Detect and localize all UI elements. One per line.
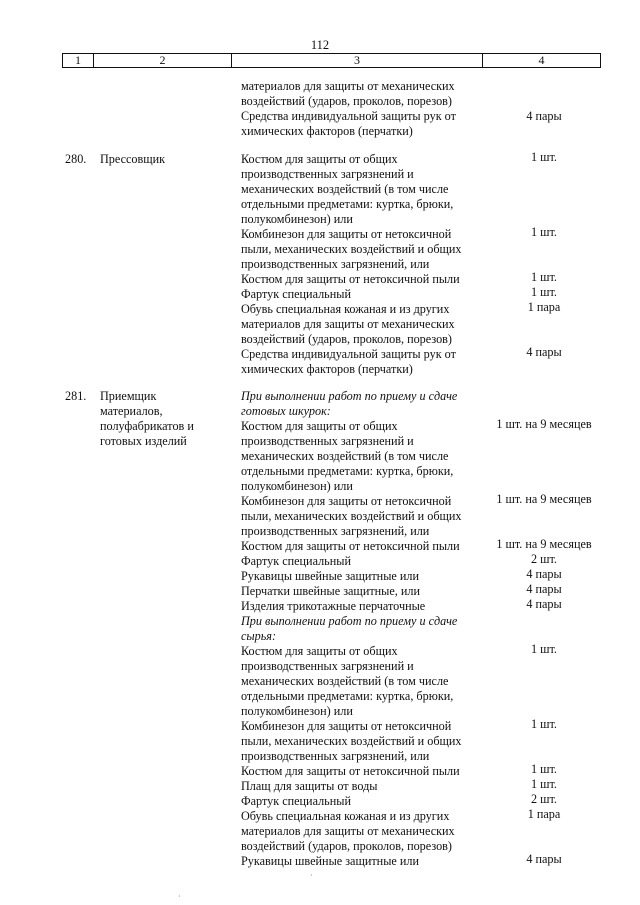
ppe-item-text: Костюм для защиты от нетоксичной пыли <box>241 272 460 286</box>
norm-quantity: 2 шт. <box>531 792 557 806</box>
ppe-item-text: пыли, механических воздействий и общих <box>241 242 462 256</box>
ppe-item-text: химических факторов (перчатки) <box>241 124 413 138</box>
row-number: 281. <box>65 389 87 403</box>
ppe-item-text: Обувь специальная кожаная и из других <box>241 809 450 823</box>
ppe-item-text: материалов для защиты от механических <box>241 79 455 93</box>
ppe-item-text: производственных загрязнений и <box>241 659 414 673</box>
ppe-item-text: пыли, механических воздействий и общих <box>241 509 462 523</box>
ppe-item-text: полукомбинезон) или <box>241 479 353 493</box>
norm-quantity: 4 пары <box>526 109 562 123</box>
norm-quantity: 1 шт. <box>531 270 557 284</box>
ppe-item-text: Комбинезон для защиты от нетоксичной <box>241 227 452 241</box>
profession-text: полуфабрикатов и <box>100 419 194 433</box>
norm-quantity: 1 шт. на 9 месяцев <box>496 417 592 431</box>
norm-quantity: 2 шт. <box>531 552 557 566</box>
column-header-3: 3 <box>232 54 483 68</box>
ppe-item-text: Обувь специальная кожаная и из других <box>241 302 450 316</box>
scan-speck: · <box>310 871 313 880</box>
ppe-item-text: Средства индивидуальной защиты рук от <box>241 347 456 361</box>
norm-quantity: 1 шт. <box>531 150 557 164</box>
work-condition-text: готовых шкурок: <box>241 404 331 418</box>
ppe-item-text: пыли, механических воздействий и общих <box>241 734 462 748</box>
norm-quantity: 1 шт. <box>531 642 557 656</box>
work-condition-text: При выполнении работ по приему и сдаче <box>241 389 458 403</box>
profession-text: материалов, <box>100 404 163 418</box>
ppe-item-text: Рукавицы швейные защитные или <box>241 569 419 583</box>
column-header-table <box>62 53 601 68</box>
norm-quantity: 1 пара <box>527 807 561 821</box>
ppe-item-text: Средства индивидуальной защиты рук от <box>241 109 456 123</box>
ppe-item-text: Плащ для защиты от воды <box>241 779 378 793</box>
ppe-item-text: полукомбинезон) или <box>241 704 353 718</box>
ppe-item-text: механических воздействий (в том числе <box>241 182 449 196</box>
ppe-item-text: Перчатки швейные защитные, или <box>241 584 421 598</box>
ppe-item-text: Костюм для защиты от общих <box>241 644 398 658</box>
ppe-item-text: Костюм для защиты от нетоксичной пыли <box>241 539 460 553</box>
ppe-item-text: материалов для защиты от механических <box>241 824 455 838</box>
ppe-item-text: воздействий (ударов, проколов, порезов) <box>241 839 452 853</box>
ppe-item-text: Фартук специальный <box>241 794 351 808</box>
profession-text: готовых изделий <box>100 434 187 448</box>
profession-text: Прессовщик <box>100 152 166 166</box>
ppe-item-text: отдельными предметами: куртка, брюки, <box>241 464 454 478</box>
row-number: 280. <box>65 152 87 166</box>
norm-quantity: 1 шт. <box>531 762 557 776</box>
ppe-item-text: производственных загрязнений, или <box>241 524 430 538</box>
norm-quantity: 1 шт. на 9 месяцев <box>496 492 592 506</box>
ppe-item-text: Рукавицы швейные защитные или <box>241 854 419 868</box>
ppe-item-text: отдельными предметами: куртка, брюки, <box>241 689 454 703</box>
ppe-item-text: материалов для защиты от механических <box>241 317 455 331</box>
column-header-2: 2 <box>94 54 232 68</box>
ppe-item-text: Костюм для защиты от общих <box>241 419 398 433</box>
ppe-item-text: механических воздействий (в том числе <box>241 674 449 688</box>
ppe-item-text: производственных загрязнений, или <box>241 749 430 763</box>
norm-quantity: 4 пары <box>526 567 562 581</box>
ppe-item-text: химических факторов (перчатки) <box>241 362 413 376</box>
ppe-item-text: механических воздействий (в том числе <box>241 449 449 463</box>
scan-speck: · <box>178 892 181 901</box>
ppe-item-text: Костюм для защиты от нетоксичной пыли <box>241 764 460 778</box>
norm-quantity: 1 шт. <box>531 285 557 299</box>
ppe-item-text: производственных загрязнений и <box>241 434 414 448</box>
ppe-item-text: воздействий (ударов, проколов, порезов) <box>241 332 452 346</box>
ppe-item-text: отдельными предметами: куртка, брюки, <box>241 197 454 211</box>
profession-text: Приемщик <box>100 389 157 403</box>
column-header-4: 4 <box>483 54 601 68</box>
work-condition-text: При выполнении работ по приему и сдаче <box>241 614 458 628</box>
norm-quantity: 4 пары <box>526 852 562 866</box>
page-number: 112 <box>310 38 330 52</box>
ppe-item-text: воздействий (ударов, проколов, порезов) <box>241 94 452 108</box>
norm-quantity: 1 шт. <box>531 225 557 239</box>
ppe-item-text: Фартук специальный <box>241 554 351 568</box>
norm-quantity: 1 шт. <box>531 777 557 791</box>
norm-quantity: 1 шт. на 9 месяцев <box>496 537 592 551</box>
ppe-item-text: производственных загрязнений, или <box>241 257 430 271</box>
ppe-item-text: полукомбинезон) или <box>241 212 353 226</box>
norm-quantity: 1 пара <box>527 300 561 314</box>
ppe-item-text: Фартук специальный <box>241 287 351 301</box>
norm-quantity: 4 пары <box>526 582 562 596</box>
ppe-item-text: Комбинезон для защиты от нетоксичной <box>241 494 452 508</box>
norm-quantity: 1 шт. <box>531 717 557 731</box>
column-header-1: 1 <box>63 54 94 68</box>
ppe-item-text: производственных загрязнений и <box>241 167 414 181</box>
ppe-item-text: Комбинезон для защиты от нетоксичной <box>241 719 452 733</box>
norm-quantity: 4 пары <box>526 345 562 359</box>
ppe-item-text: Изделия трикотажные перчаточные <box>241 599 426 613</box>
column-header-row <box>63 54 601 68</box>
work-condition-text: сырья: <box>241 629 277 643</box>
norm-quantity: 4 пары <box>526 597 562 611</box>
ppe-item-text: Костюм для защиты от общих <box>241 152 398 166</box>
